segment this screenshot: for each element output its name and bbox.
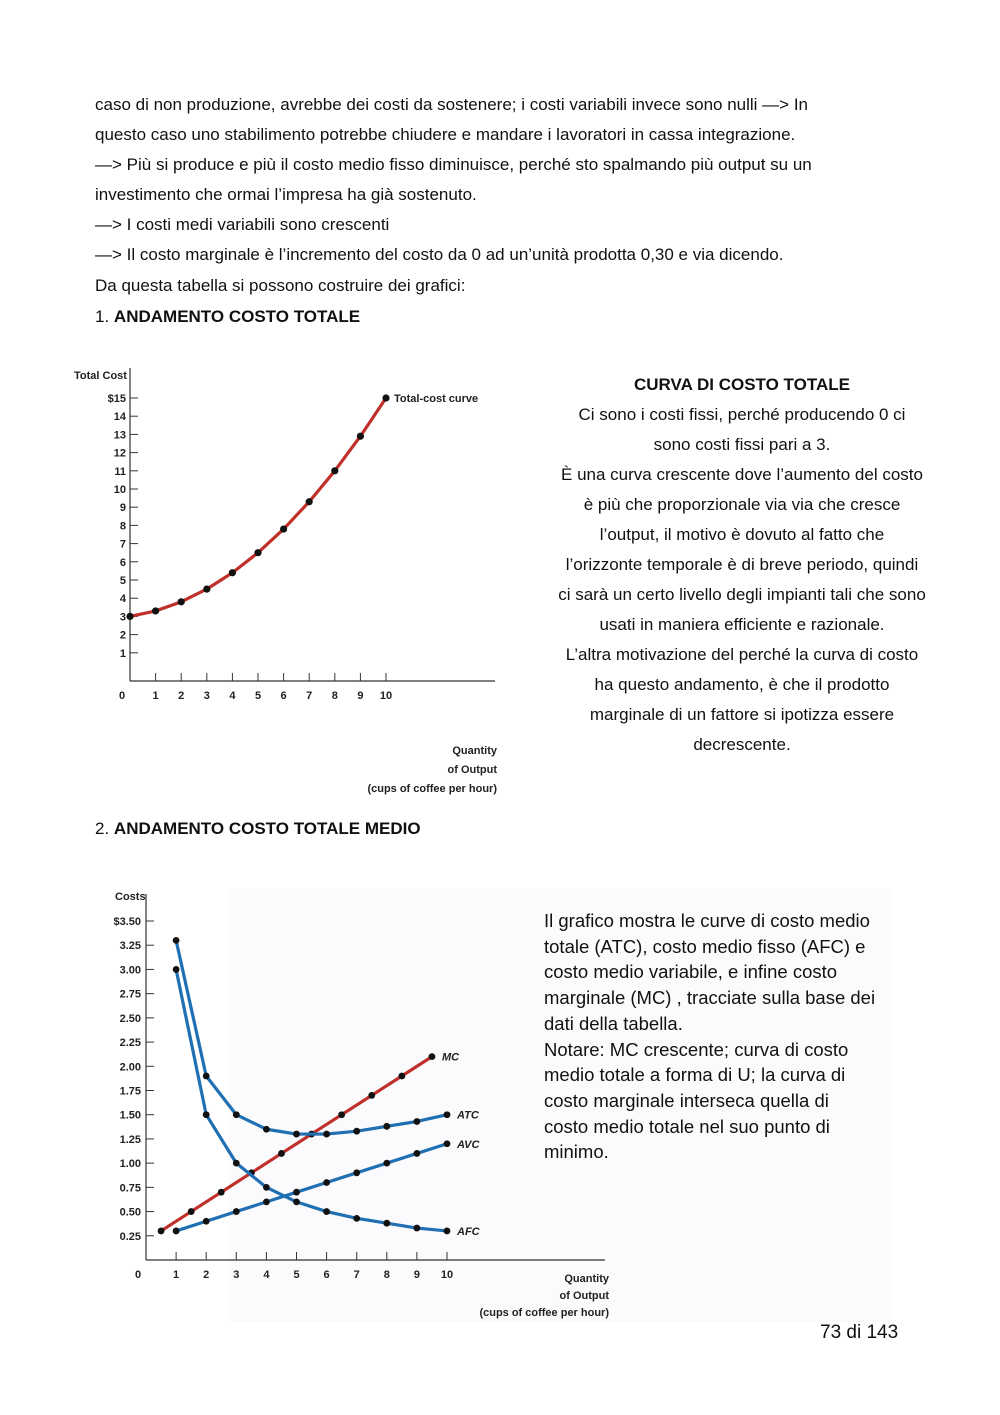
data-point	[188, 1208, 195, 1215]
explanation-line: decrescente.	[693, 735, 791, 754]
y-tick-label: 2.75	[119, 988, 141, 1001]
explanation-line: l’orizzonte temporale è di breve periodo, quindi	[565, 555, 919, 574]
explanation-line: totale (ATC), costo medio fisso (AFC) e	[544, 935, 866, 957]
paragraph-line: Da questa tabella si possono costruire dei grafici:	[95, 276, 466, 295]
y-tick-label: 1	[119, 647, 126, 660]
total-cost-explanation	[532, 370, 952, 760]
paragraph-line: questo caso uno stabilimento potrebbe chiudere e mandare i lavoratori in cassa integrazione.	[95, 125, 796, 144]
data-point	[429, 1053, 436, 1060]
data-point	[323, 1179, 330, 1186]
data-point	[254, 549, 261, 556]
x-tick-label: 5	[293, 1269, 300, 1281]
x-tick-label: 5	[254, 690, 262, 702]
data-point	[293, 1189, 300, 1196]
x-tick-label: 9	[413, 1269, 420, 1281]
explanation-line: dati della tabella.	[544, 1012, 683, 1034]
y-tick-label: 3.25	[119, 940, 141, 953]
x-tick-label: 6	[323, 1269, 330, 1281]
explanation-line: costo marginale interseca quella di	[544, 1089, 829, 1111]
y-tick-label: 13	[113, 429, 126, 442]
x-tick-label: 7	[306, 690, 313, 702]
section-heading-2	[95, 819, 421, 839]
section-heading-1	[95, 307, 360, 327]
y-tick-label: 12	[113, 447, 126, 460]
y-tick-label: 5	[119, 575, 126, 587]
data-point	[178, 598, 185, 605]
data-point	[233, 1208, 240, 1215]
x-tick-label: 4	[229, 690, 236, 702]
data-point	[218, 1189, 225, 1196]
x-tick-label: 8	[383, 1269, 390, 1281]
y-tick-label: 8	[119, 520, 126, 533]
series-label: AFC	[457, 1225, 480, 1238]
x-tick-label: 7	[353, 1269, 360, 1281]
data-point	[382, 394, 389, 401]
paragraph-line: investimento che ormai l’impresa ha già sostenuto.	[95, 185, 477, 204]
data-point	[338, 1111, 345, 1118]
data-point	[173, 937, 180, 944]
average-cost-explanation	[544, 908, 894, 1165]
series-label: Total-cost curve	[394, 393, 479, 405]
series-atc-line	[176, 940, 447, 1134]
y-tick-label: 1.25	[119, 1133, 141, 1146]
y-axis-label: Costs	[115, 891, 146, 903]
series-avc-line	[176, 1144, 447, 1231]
y-tick-label: 1.00	[119, 1158, 141, 1171]
data-point	[203, 586, 210, 593]
data-point	[233, 1111, 240, 1118]
y-tick-label: 2.25	[119, 1037, 141, 1050]
y-tick-label: 2.00	[119, 1061, 141, 1074]
data-point	[444, 1111, 451, 1118]
data-point	[398, 1073, 405, 1080]
x-axis-label: of Output	[559, 1290, 609, 1302]
y-tick-label: 0.50	[119, 1206, 141, 1219]
data-point	[293, 1198, 300, 1205]
x-tick-label: 8	[331, 690, 338, 702]
y-tick-label: 7	[119, 538, 126, 551]
x-tick-label: 4	[263, 1269, 270, 1281]
y-tick-label: 4	[119, 593, 126, 606]
total-cost-curve	[130, 398, 386, 616]
explanation-line: sono costi fissi pari a 3.	[653, 435, 831, 454]
paragraph-line: —> Più si produce e più il costo medio fisso diminuisce, perché sto spalmando più output su un	[95, 155, 812, 174]
data-point	[323, 1131, 330, 1138]
x-tick-label: 9	[357, 690, 364, 702]
data-point	[357, 433, 364, 440]
x-tick-label: 6	[280, 690, 287, 702]
y-tick-label: 3.00	[119, 964, 141, 977]
x-axis-label: (cups of coffee per hour)	[479, 1307, 609, 1319]
data-point	[293, 1131, 300, 1138]
explanation-line: Il grafico mostra le curve di costo medio	[544, 910, 870, 931]
explanation-line: medio totale a forma di U; la curva di	[544, 1064, 846, 1086]
x-axis-label: (cups of coffee per hour)	[367, 783, 497, 795]
x-axis-label: of Output	[447, 764, 497, 776]
explanation-line: ha questo andamento, è che il prodotto	[594, 675, 890, 694]
data-point	[383, 1220, 390, 1227]
x-tick-label: 1	[152, 690, 159, 702]
y-tick-label: 3	[119, 611, 126, 624]
explanation-line: Ci sono i costi fissi, perché producendo 0 ci	[578, 405, 906, 424]
data-point	[323, 1208, 330, 1215]
explanation-line: costo medio totale nel suo punto di	[544, 1115, 830, 1137]
y-axis-label: Total Cost	[74, 370, 127, 382]
x-tick-label: 2	[178, 690, 185, 702]
data-point	[368, 1092, 375, 1099]
series-label: AVC	[457, 1138, 480, 1151]
data-point	[331, 467, 338, 474]
section-title: ANDAMENTO COSTO TOTALE MEDIO	[113, 819, 421, 838]
y-tick-label: 9	[119, 502, 126, 515]
total-cost-chart	[0, 350, 520, 800]
series-label: ATC	[457, 1109, 479, 1122]
data-point	[414, 1225, 421, 1232]
x-tick-label: 0	[134, 1269, 142, 1281]
data-point	[280, 525, 287, 532]
data-point	[414, 1118, 421, 1125]
data-point	[158, 1228, 165, 1235]
explanation-line: marginale (MC) , tracciate sulla base dei	[544, 987, 876, 1009]
data-point	[173, 1228, 180, 1235]
x-tick-label: 1	[173, 1269, 180, 1281]
y-tick-label: 11	[114, 465, 126, 478]
data-point	[263, 1184, 270, 1191]
data-point	[383, 1123, 390, 1130]
paragraph-line: —> I costi medi variabili sono crescenti	[95, 215, 390, 234]
x-tick-label: 10	[440, 1269, 454, 1281]
y-tick-label: 10	[113, 484, 126, 496]
data-point	[263, 1126, 270, 1133]
explanation-line: minimo.	[544, 1141, 609, 1163]
data-point	[353, 1215, 360, 1222]
data-point	[444, 1228, 451, 1235]
explanation-line: ci sarà un certo livello degli impianti tali che sono	[558, 585, 926, 604]
data-point	[173, 966, 180, 973]
data-point	[263, 1198, 270, 1205]
data-point	[203, 1073, 210, 1080]
y-tick-label: $3.50	[113, 916, 141, 928]
data-point	[414, 1150, 421, 1157]
y-tick-label: $15	[107, 393, 126, 405]
x-tick-label: 2	[203, 1269, 210, 1281]
data-point	[383, 1160, 390, 1167]
explanation-line: Notare: MC crescente; curva di costo	[544, 1038, 849, 1060]
x-tick-label: 0	[118, 690, 126, 702]
section-number: 1.	[95, 307, 110, 326]
y-tick-label: 2	[119, 629, 126, 642]
y-tick-label: 0.25	[119, 1230, 141, 1243]
y-tick-label: 14	[113, 411, 126, 424]
data-point	[203, 1218, 210, 1225]
explanation-line: È una curva crescente dove l’aumento del costo	[561, 465, 923, 484]
explanation-line: costo medio variabile, e infine costo	[544, 961, 838, 983]
y-tick-label: 0.75	[119, 1182, 141, 1195]
y-tick-label: 6	[119, 556, 126, 569]
section-number: 2.	[95, 819, 110, 838]
x-axis-label: Quantity	[452, 745, 497, 757]
paragraph-line: —> Il costo marginale è l’incremento del costo da 0 ad un’unità prodotta 0,30 e via dicendo.	[95, 245, 784, 264]
x-tick-label: 3	[203, 690, 210, 702]
explanation-line: marginale di un fattore si ipotizza essere	[589, 705, 895, 724]
data-point	[126, 613, 133, 620]
data-point	[152, 607, 159, 614]
paragraph-line: caso di non produzione, avrebbe dei costi da sostenere; i costi variabili invece sono nulli —> In	[95, 95, 808, 114]
y-tick-label: 2.50	[119, 1012, 141, 1025]
data-point	[233, 1160, 240, 1167]
data-point	[444, 1140, 451, 1147]
explanation-line: è più che proporzionale via via che cresce	[583, 495, 901, 514]
x-tick-label: 10	[379, 690, 393, 702]
explanation-line: usati in maniera efficiente e razionale.	[599, 615, 885, 634]
total-cost-explanation-title: CURVA DI COSTO TOTALE	[634, 375, 850, 394]
explanation-line: l’output, il motivo è dovuto al fatto che	[599, 525, 885, 544]
data-point	[229, 569, 236, 576]
y-tick-label: 1.50	[119, 1109, 141, 1122]
series-label: MC	[441, 1051, 460, 1064]
page-number: 73 di 143	[820, 1322, 899, 1343]
x-axis-label: Quantity	[564, 1273, 609, 1285]
section-title: ANDAMENTO COSTO TOTALE	[113, 307, 361, 326]
data-point	[353, 1169, 360, 1176]
series-afc-line	[176, 969, 447, 1231]
data-point	[353, 1128, 360, 1135]
data-point	[306, 498, 313, 505]
y-tick-label: 1.75	[119, 1085, 141, 1098]
data-point	[278, 1150, 285, 1157]
x-tick-label: 3	[233, 1269, 240, 1281]
explanation-line: L’altra motivazione del perché la curva di costo	[565, 645, 919, 664]
data-point	[203, 1111, 210, 1118]
